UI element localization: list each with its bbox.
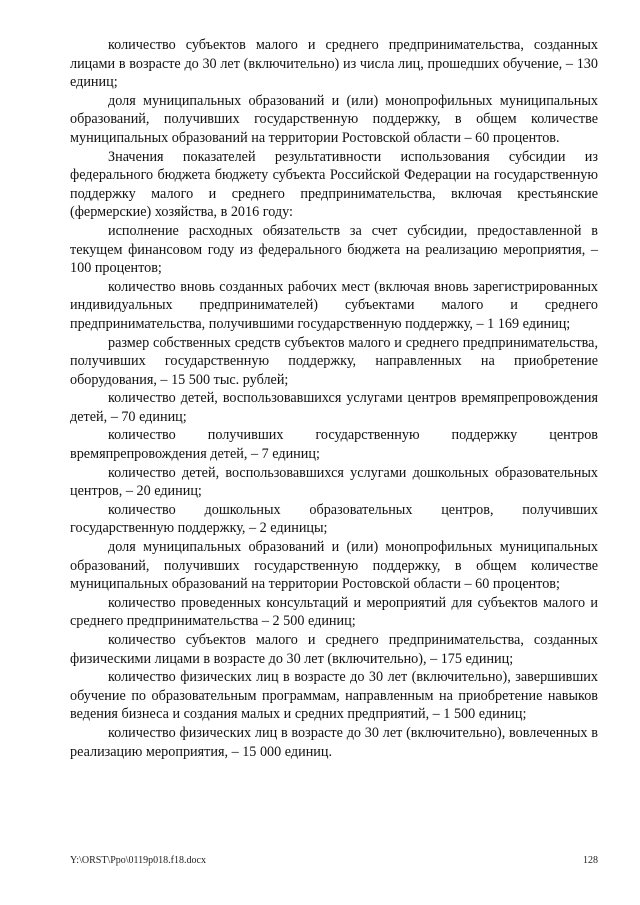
footer-page-number: 128 bbox=[583, 855, 598, 866]
paragraph: количество физических лиц в возрасте до 30 лет (включительно), завершивших обучение по образовательным программам, направленным на приобретение навыков ведения бизнеса и создания малых и средних предприятий, – 1 500 единиц; bbox=[70, 669, 598, 723]
document-body bbox=[70, 36, 598, 761]
paragraph: Значения показателей результативности использования субсидии из федерального бюджета бюджету субъекта Российской Федерации на государственную поддержку малого и среднего предпринимательства, включая крестьянские (фермерские) хозяйства, в 2016 году: bbox=[70, 148, 598, 221]
paragraph: количество проведенных консультаций и мероприятий для субъектов малого и среднего предпринимательства – 2 500 единиц; bbox=[70, 594, 598, 630]
paragraph: размер собственных средств субъектов малого и среднего предпринимательства, получивших государственную поддержку, направленных на приобретение оборудования, – 15 500 тыс. рублей; bbox=[70, 334, 598, 388]
paragraph: количество субъектов малого и среднего предпринимательства, созданных физическими лицами в возрасте до 30 лет (включительно), – 175 единиц; bbox=[70, 632, 598, 667]
paragraph: количество детей, воспользовавшихся услугами дошкольных образовательных центров, – 20 единиц; bbox=[70, 464, 598, 500]
paragraph: количество получивших государственную поддержку центров времяпрепровождения детей, – 7 единиц; bbox=[70, 427, 598, 463]
footer-file-path: Y:\ORST\Ppo\0119p018.f18.docx bbox=[70, 855, 206, 866]
paragraph: доля муниципальных образований и (или) монопрофильных муниципальных образований, получивших государственную поддержку, в общем количестве муниципальных образований на территории Ростовской области – 60 процентов. bbox=[70, 92, 598, 146]
paragraph: количество детей, воспользовавшихся услугами центров времяпрепровождения детей, – 70 единиц; bbox=[70, 390, 598, 425]
paragraph: исполнение расходных обязательств за счет субсидии, предоставленной в текущем финансовом году из федерального бюджета на реализацию мероприятия, – 100 процентов; bbox=[70, 222, 598, 277]
paragraph: количество субъектов малого и среднего предпринимательства, созданных лицами в возрасте до 30 лет (включительно) из числа лиц, прошедших обучение, – 130 единиц; bbox=[70, 37, 598, 91]
paragraph: количество вновь созданных рабочих мест (включая вновь зарегистрированных индивидуальных предпринимателей) субъектами малого и среднего предпринимательства, получившими государственную поддержку, – 1 169 единиц; bbox=[70, 278, 598, 332]
paragraph: количество дошкольных образовательных центров, получивших государственную поддержку, – 2 единицы; bbox=[70, 501, 598, 537]
paragraph: количество физических лиц в возрасте до 30 лет (включительно), вовлеченных в реализацию мероприятия, – 15 000 единиц. bbox=[70, 724, 598, 760]
paragraph: доля муниципальных образований и (или) монопрофильных муниципальных образований, получивших государственную поддержку, в общем количестве муниципальных образований на территории Ростовской области – 60 процентов; bbox=[70, 539, 598, 593]
